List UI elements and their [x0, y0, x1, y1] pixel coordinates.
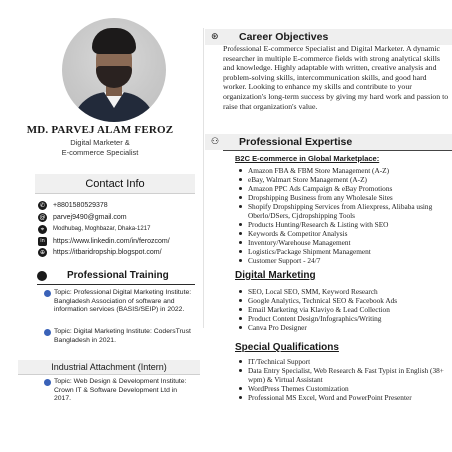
list-item: Customer Support - 24/7 [235, 256, 452, 265]
linkedin-icon: in [38, 237, 47, 246]
objectives-text: Professional E-commerce Specialist and Digital Marketer. A dynamic researcher in multiple E-commerce fields with strong analytical skills and knowledge. Highly adaptable with written, creative analysis and problem-solving skills, intercommunication skills, and good hard worker. Looking to enhance my skills and contribute to your organization's long-term success by giving my hard work and passion to raise that organization's value. [223, 44, 449, 111]
phone-icon: ✆ [39, 201, 46, 209]
list-item: Shopify Dropshipping Services from Aliexpress, Alibaba using Oberlo/DSers, Cjdropshipping Tools [235, 202, 452, 220]
list-item: eBay, Walmart Store Management (A-Z) [235, 175, 452, 184]
list-item: Logistics/Package Shipment Management [235, 247, 452, 256]
list-item: Products Hunting/Research & Listing with SEO [235, 220, 452, 229]
contact-phone [38, 199, 108, 211]
contact-website-text[interactable]: https://itbaridropship.blogspot.com/ [53, 248, 162, 256]
expertise-subheading: B2C E-commerce in Global Marketplace: [235, 154, 380, 163]
list-item: Product Content Design/Infographics/Writing [235, 314, 452, 323]
job-title-line-2: E-commerce Specialist [61, 148, 139, 157]
digital-marketing-heading: Digital Marketing [235, 270, 316, 281]
expertise-heading: Professional Expertise [239, 136, 353, 148]
contact-heading-band [35, 174, 195, 194]
right-column [205, 0, 452, 452]
person-name: MD. PARVEJ ALAM FEROZ [26, 124, 174, 136]
section-dot-icon [37, 271, 47, 281]
contact-linkedin-text[interactable]: https://www.linkedin.com/in/ferozcom/ [53, 237, 170, 245]
column-divider [203, 28, 204, 328]
bullet-icon [44, 379, 51, 386]
objectives-heading-band [205, 29, 452, 45]
list-item: Amazon FBA & FBM Store Management (A-Z) [235, 166, 452, 175]
list-item: IT/Technical Support [235, 357, 452, 366]
training-heading-block [37, 268, 195, 284]
contact-address [38, 223, 150, 235]
list-item: Dropshipping Business from any Wholesale Sites [235, 193, 452, 202]
training-item-text: Topic: Professional Digital Marketing Institute: Bangladesh Association of software and information services (BASIS/SEIP) in 2022. [54, 289, 192, 314]
users-icon: ⚇ [211, 137, 220, 147]
job-title-line-1: Digital Marketer & [70, 138, 130, 147]
qualifications-heading: Special Qualifications [235, 342, 339, 353]
list-item: Google Analytics, Technical SEO & Facebook Ads [235, 296, 452, 305]
list-item: Amazon PPC Ads Campaign & eBay Promotions [235, 184, 452, 193]
list-item: Professional MS Excel, Word and PowerPoint Presenter [235, 393, 452, 402]
training-item [44, 289, 194, 315]
list-item: Inventory/Warehouse Management [235, 238, 452, 247]
bullet-icon [44, 290, 51, 297]
bullet-icon [44, 329, 51, 336]
expertise-list [235, 166, 452, 265]
list-item: WordPress Themes Customization [235, 384, 452, 393]
contact-phone-text: +8801580529378 [53, 201, 108, 209]
internship-item-text: Topic: Web Design & Development Institute: Crown IT & Software Development Ltd in 2017. [54, 378, 187, 403]
contact-email-text[interactable]: parvej9490@gmail.com [53, 213, 127, 221]
internship-heading-band [18, 360, 200, 375]
contact-website[interactable] [38, 246, 162, 258]
training-item [44, 328, 194, 345]
target-icon: ⊛ [211, 32, 219, 42]
objectives-heading: Career Objectives [239, 31, 329, 43]
globe-icon: ⊕ [39, 248, 46, 256]
training-item-text: Topic: Digital Marketing Institute: CodersTrust Bangladesh in 2021. [54, 328, 191, 344]
list-item: Data Entry Specialist, Web Research & Fast Typist in English (38+ wpm) & Virtual Assistant [235, 366, 452, 384]
expertise-heading-band [205, 134, 452, 150]
contact-email[interactable] [38, 211, 127, 223]
location-icon: ⌖ [38, 225, 47, 234]
expertise-divider [223, 150, 452, 151]
internship-heading: Industrial Attachment (Intern) [51, 362, 167, 372]
list-item: SEO, Local SEO, SMM, Keyword Research [235, 287, 452, 296]
list-item: Keywords & Competitor Analysis [235, 229, 452, 238]
profile-photo [62, 18, 166, 122]
qualifications-list [235, 357, 452, 402]
contact-address-text: Modhubag, Moghbazar, Dhaka-1217 [53, 226, 151, 232]
training-heading: Professional Training [67, 270, 169, 281]
contact-heading: Contact Info [85, 178, 145, 190]
left-column [0, 0, 200, 452]
training-divider [37, 284, 195, 285]
internship-item [44, 378, 194, 404]
digital-marketing-list [235, 287, 452, 332]
list-item: Canva Pro Designer [235, 323, 452, 332]
email-icon: @ [39, 213, 46, 221]
list-item: Email Marketing via Klaviyo & Lead Collection [235, 305, 452, 314]
